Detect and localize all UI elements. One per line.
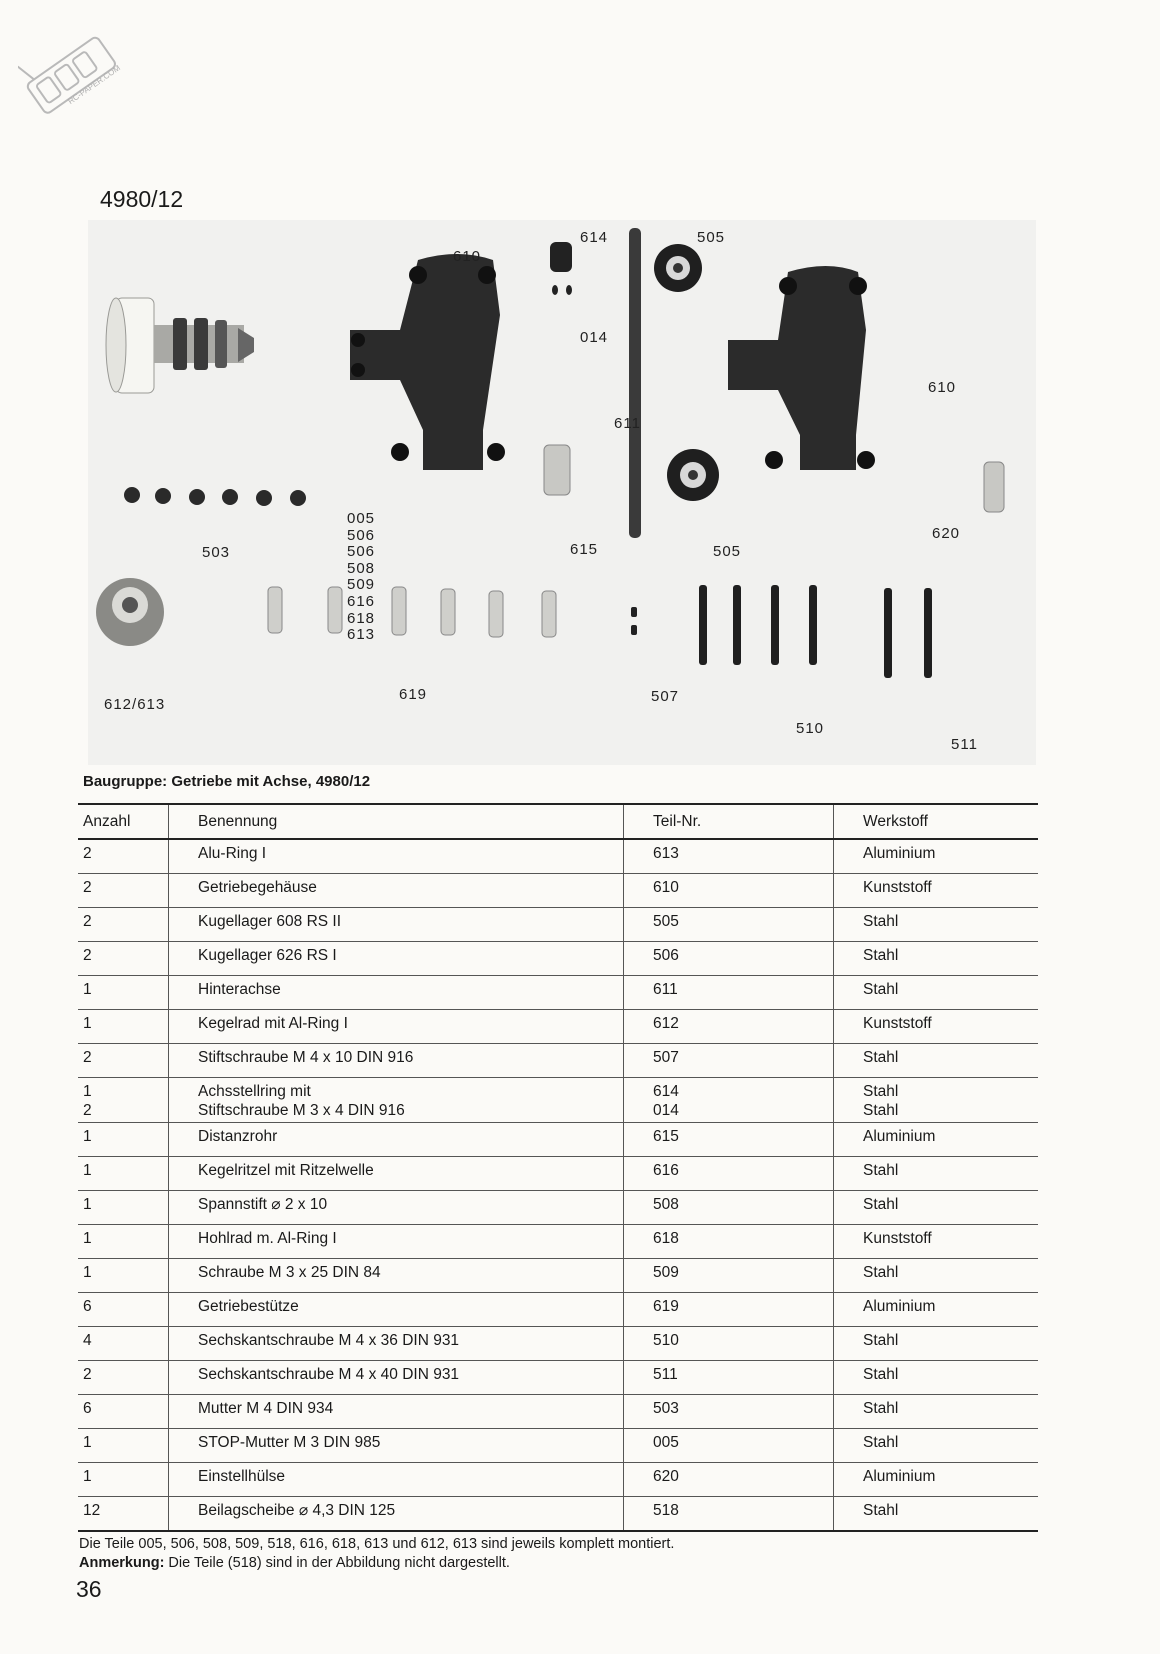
table-header-row (78, 804, 1038, 839)
column-header-material: Werkstoff (834, 804, 1039, 839)
cell-part-number: 507 (624, 1044, 834, 1078)
gear-housing-right-image (728, 266, 875, 470)
callout-505-top: 505 (697, 229, 726, 246)
table-row (78, 1191, 1038, 1225)
cell-quantity: 2 (78, 839, 169, 874)
cell-material: Stahl Stahl (834, 1078, 1039, 1123)
column-header-name: Benennung (169, 804, 624, 839)
cell-part-number: 612 (624, 1010, 834, 1044)
remark-text: Die Teile (518) sind in der Abbildung nicht dargestellt. (164, 1555, 510, 1571)
cell-name: Getriebegehäuse (169, 874, 624, 908)
cell-name: Distanzrohr (169, 1123, 624, 1157)
callout-614: 614 (580, 229, 609, 246)
callout-507: 507 (651, 688, 680, 705)
callout-610-right: 610 (928, 379, 957, 396)
callout-label: 506 (347, 543, 376, 561)
cell-part-number: 511 (624, 1361, 834, 1395)
callout-511: 511 (951, 736, 978, 753)
table-row (78, 1293, 1038, 1327)
cell-part-number: 506 (624, 942, 834, 976)
ball-bearing-bottom-image (667, 449, 719, 501)
callout-503: 503 (202, 544, 231, 561)
table-row (78, 1497, 1038, 1532)
cell-quantity: 2 (78, 1044, 169, 1078)
ball-bearing-top-image (654, 244, 702, 292)
cell-name: Hohlrad m. Al-Ring I (169, 1225, 624, 1259)
cell-name: Kegelrad mit Al-Ring I (169, 1010, 624, 1044)
table-row (78, 942, 1038, 976)
cell-quantity: 1 (78, 1429, 169, 1463)
watermark-text: RC-PAPER.COM (66, 63, 122, 107)
cell-material: Stahl (834, 1259, 1039, 1293)
table-row (78, 1259, 1038, 1293)
bolts-510-image (699, 585, 817, 665)
cell-material: Stahl (834, 1044, 1039, 1078)
column-header-part-number: Teil-Nr. (624, 804, 834, 839)
cell-material: Stahl (834, 908, 1039, 942)
callout-014: 014 (580, 329, 609, 346)
cell-name: Kugellager 626 RS I (169, 942, 624, 976)
parts-table (78, 803, 1038, 1532)
cell-part-number: 510 (624, 1327, 834, 1361)
cell-quantity: 1 (78, 976, 169, 1010)
cell-quantity: 6 (78, 1293, 169, 1327)
cell-quantity: 2 (78, 1361, 169, 1395)
cell-name: Einstellhülse (169, 1463, 624, 1497)
cell-name: Schraube M 3 x 25 DIN 84 (169, 1259, 624, 1293)
cell-part-number: 508 (624, 1191, 834, 1225)
cell-material: Kunststoff (834, 1010, 1039, 1044)
cell-material: Stahl (834, 1429, 1039, 1463)
cell-quantity: 2 (78, 908, 169, 942)
table-row (78, 1327, 1038, 1361)
assembly-title: Baugruppe: Getriebe mit Achse, 4980/12 (83, 773, 371, 790)
callout-619: 619 (399, 686, 428, 703)
cell-quantity: 1 (78, 1463, 169, 1497)
column-header-quantity: Anzahl (78, 804, 169, 839)
cell-quantity: 1 (78, 1010, 169, 1044)
gear-housing-left-image (350, 254, 505, 470)
cell-quantity: 1 (78, 1123, 169, 1157)
cell-name: Alu-Ring I (169, 839, 624, 874)
callout-label: 618 (347, 609, 376, 627)
table-row (78, 1361, 1038, 1395)
callout-label: 616 (347, 592, 376, 610)
bolts-511-image (884, 588, 932, 678)
table-row (78, 908, 1038, 942)
set-screws-image (631, 607, 637, 617)
callout-505-bottom: 505 (713, 543, 742, 560)
footnote-remark (79, 1554, 674, 1573)
cell-quantity: 1 (78, 1157, 169, 1191)
parts-photo (88, 220, 1036, 765)
cell-part-number: 509 (624, 1259, 834, 1293)
cell-name: Stiftschraube M 4 x 10 DIN 916 (169, 1044, 624, 1078)
callout-612-613: 612/613 (104, 696, 166, 713)
footnote (79, 1535, 674, 1573)
spacer-tube-image (544, 445, 570, 495)
table-row (78, 1123, 1038, 1157)
table-row (78, 1010, 1038, 1044)
callout-611: 611 (614, 415, 641, 432)
page-code: 4980/12 (100, 186, 184, 212)
standoffs-image (268, 587, 556, 637)
cell-material: Stahl (834, 1191, 1039, 1225)
cell-part-number: 610 (624, 874, 834, 908)
cell-material: Stahl (834, 942, 1039, 976)
cell-material: Aluminium (834, 1463, 1039, 1497)
cell-material: Kunststoff (834, 874, 1039, 908)
cell-part-number: 614 014 (624, 1078, 834, 1123)
cell-material: Stahl (834, 1497, 1039, 1532)
nuts-image (124, 487, 306, 506)
cell-quantity: 4 (78, 1327, 169, 1361)
cell-material: Stahl (834, 976, 1039, 1010)
cell-quantity: 6 (78, 1395, 169, 1429)
callout-615: 615 (570, 541, 599, 558)
callout-620: 620 (932, 525, 961, 542)
table-row (78, 874, 1038, 908)
table-row (78, 1044, 1038, 1078)
cell-name: Mutter M 4 DIN 934 (169, 1395, 624, 1429)
cell-name: Hinterachse (169, 976, 624, 1010)
cell-part-number: 618 (624, 1225, 834, 1259)
cell-quantity: 12 (78, 1497, 169, 1532)
pinion-assembly-image (106, 298, 254, 393)
table-row (78, 1395, 1038, 1429)
bevel-gear-image (96, 578, 164, 646)
cell-name: Sechskantschraube M 4 x 36 DIN 931 (169, 1327, 624, 1361)
cell-part-number: 616 (624, 1157, 834, 1191)
callout-label: 005 (347, 510, 376, 527)
cell-name: Sechskantschraube M 4 x 40 DIN 931 (169, 1361, 624, 1395)
cell-quantity: 1 2 (78, 1078, 169, 1123)
rc-paper-watermark-logo (18, 20, 123, 120)
cell-part-number: 005 (624, 1429, 834, 1463)
cell-part-number: 613 (624, 839, 834, 874)
cell-part-number: 620 (624, 1463, 834, 1497)
cell-part-number: 611 (624, 976, 834, 1010)
callout-stack-pinion (347, 511, 375, 644)
table-row (78, 1078, 1038, 1123)
cell-name: STOP-Mutter M 3 DIN 985 (169, 1429, 624, 1463)
table-row (78, 1225, 1038, 1259)
cell-name: Beilagscheibe ⌀ 4,3 DIN 125 (169, 1497, 624, 1532)
cell-material: Stahl (834, 1361, 1039, 1395)
callout-label: 508 (347, 559, 376, 577)
cell-quantity: 2 (78, 942, 169, 976)
cell-quantity: 1 (78, 1259, 169, 1293)
callout-label: 509 (347, 576, 376, 594)
cell-material: Aluminium (834, 839, 1039, 874)
callout-510: 510 (796, 720, 825, 737)
cell-material: Kunststoff (834, 1225, 1039, 1259)
cell-material: Aluminium (834, 1123, 1039, 1157)
cell-name: Kegelritzel mit Ritzelwelle (169, 1157, 624, 1191)
page-number: 36 (76, 1576, 102, 1602)
cell-material: Stahl (834, 1157, 1039, 1191)
adjusting-ring-image (550, 242, 572, 272)
cell-part-number: 503 (624, 1395, 834, 1429)
callout-label: 613 (347, 626, 376, 644)
cell-part-number: 518 (624, 1497, 834, 1532)
cell-material: Stahl (834, 1395, 1039, 1429)
remark-label: Anmerkung: (79, 1555, 165, 1571)
cell-part-number: 619 (624, 1293, 834, 1327)
table-row (78, 976, 1038, 1010)
table-row (78, 1157, 1038, 1191)
footnote-assembled-parts: Die Teile 005, 506, 508, 509, 518, 616, 618, 613 und 612, 613 sind jeweils komplett montiert. (79, 1536, 675, 1552)
table-row (78, 1429, 1038, 1463)
cell-quantity: 1 (78, 1225, 169, 1259)
cell-name: Spannstift ⌀ 2 x 10 (169, 1191, 624, 1225)
cell-material: Stahl (834, 1327, 1039, 1361)
table-row (78, 1463, 1038, 1497)
cell-part-number: 615 (624, 1123, 834, 1157)
cell-name: Getriebestütze (169, 1293, 624, 1327)
callout-610-left: 610 (453, 248, 482, 265)
callout-label: 506 (347, 526, 376, 544)
adjusting-sleeve-image (984, 462, 1004, 512)
axle-image (629, 228, 641, 538)
cell-name: Kugellager 608 RS II (169, 908, 624, 942)
table-row (78, 839, 1038, 874)
cell-quantity: 1 (78, 1191, 169, 1225)
cell-name: Achsstellring mit Stiftschraube M 3 x 4 DIN 916 (169, 1078, 624, 1123)
cell-material: Aluminium (834, 1293, 1039, 1327)
cell-part-number: 505 (624, 908, 834, 942)
cell-quantity: 2 (78, 874, 169, 908)
